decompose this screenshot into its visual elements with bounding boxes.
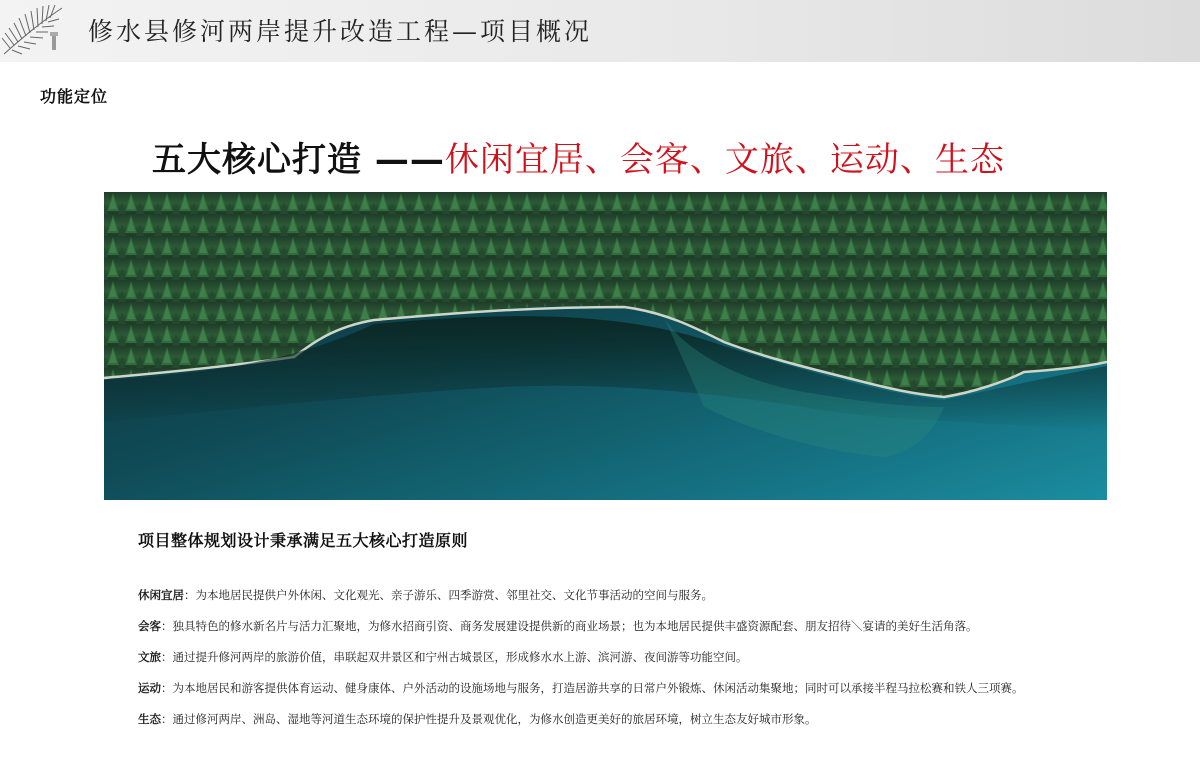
principles-list — [138, 586, 1138, 741]
list-item — [138, 648, 1138, 679]
item-term: 生态 — [138, 712, 161, 726]
list-item — [138, 586, 1138, 617]
list-item — [138, 679, 1138, 710]
lake-forest-aerial-photo — [104, 192, 1107, 500]
item-text: ：通过修河两岸、洲岛、湿地等河道生态环境的保护性提升及景观优化，为修水创造更美好的旅居环境，树立生态友好城市形象。 — [161, 712, 817, 726]
item-term: 休闲宜居 — [138, 588, 184, 602]
feather-icon — [0, 2, 70, 60]
headline — [152, 132, 1112, 181]
item-term: 运动 — [138, 681, 161, 695]
item-text: ：为本地居民提供户外休闲、文化观光、亲子游乐、四季游赏、邻里社交、文化节事活动的空间与服务。 — [184, 588, 713, 602]
section-label: 功能定位 — [40, 87, 109, 106]
item-term: 会客 — [138, 619, 161, 633]
header-band — [0, 0, 1200, 62]
item-text: ：通过提升修河两岸的旅游价值，串联起双井景区和宁州古城景区，形成修水水上游、滨河游、夜间游等功能空间。 — [161, 650, 748, 664]
item-text: ：独具特色的修水新名片与活力汇聚地，为修水招商引资、商务发展建设提供新的商业场景；也为本地居民提供丰盛资源配套、朋友招待＼宴请的美好生活角落。 — [161, 619, 978, 633]
list-item — [138, 710, 1138, 741]
header-title: 修水县修河两岸提升改造工程—项目概况 — [88, 17, 593, 46]
list-item — [138, 617, 1138, 648]
headline-black: 五大核心打造 —— — [152, 140, 445, 180]
item-term: 文旅 — [138, 650, 161, 664]
headline-red: 休闲宜居、会客、文旅、运动、生态 — [444, 140, 1005, 180]
item-text: ：为本地居民和游客提供体育运动、健身康体、户外活动的设施场地与服务，打造居游共享的日常户外锻炼、休闲活动集聚地；同时可以承接半程马拉松赛和铁人三项赛。 — [161, 681, 1024, 695]
principles-title: 项目整体规划设计秉承满足五大核心打造原则 — [138, 531, 469, 550]
